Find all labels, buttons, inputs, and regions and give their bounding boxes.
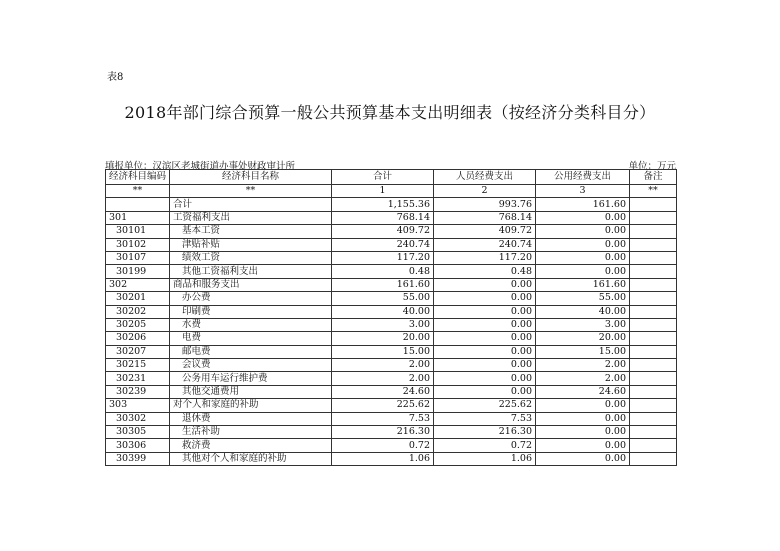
code-cell: 30101: [106, 225, 170, 238]
name-cell: 印刷费: [170, 305, 332, 318]
note-cell: [630, 251, 677, 264]
table-row: [106, 251, 677, 264]
total-cell: 20.00: [332, 332, 434, 345]
total-cell: 225.62: [332, 399, 434, 412]
personnel-cell: 0.00: [434, 292, 536, 305]
personnel-cell: 117.20: [434, 251, 536, 264]
public-cell: 0.00: [536, 452, 630, 465]
name-cell: 办公费: [170, 292, 332, 305]
total-cell: 0.72: [332, 439, 434, 452]
public-cell: 24.60: [536, 385, 630, 398]
total-cell: 409.72: [332, 225, 434, 238]
total-cell: 117.20: [332, 251, 434, 264]
personnel-cell: 0.00: [434, 385, 536, 398]
name-cell: 救济费: [170, 439, 332, 452]
total-cell: 55.00: [332, 292, 434, 305]
public-cell: 0.00: [536, 399, 630, 412]
table-row: [106, 318, 677, 331]
total-cell: 0.48: [332, 265, 434, 278]
public-cell: 2.00: [536, 359, 630, 372]
note-cell: [630, 452, 677, 465]
note-cell: [630, 412, 677, 425]
note-cell: [630, 292, 677, 305]
public-cell: 0.00: [536, 238, 630, 251]
note-cell: [630, 278, 677, 291]
total-cell: 216.30: [332, 426, 434, 439]
table-row: [106, 265, 677, 278]
code-cell: 30306: [106, 439, 170, 452]
total-cell: 2.00: [332, 372, 434, 385]
public-cell: 15.00: [536, 345, 630, 358]
public-cell: 0.00: [536, 251, 630, 264]
col-header-total: 合计: [332, 170, 434, 185]
personnel-cell: 0.00: [434, 305, 536, 318]
personnel-cell: 7.53: [434, 412, 536, 425]
table-row: [106, 238, 677, 251]
name-cell: 基本工资: [170, 225, 332, 238]
name-cell: 生活补助: [170, 426, 332, 439]
note-cell: [630, 345, 677, 358]
name-cell: 津贴补贴: [170, 238, 332, 251]
personnel-cell: 1.06: [434, 452, 536, 465]
table-row: [106, 198, 677, 211]
name-cell: 电费: [170, 332, 332, 345]
personnel-cell: 993.76: [434, 198, 536, 211]
index-cell: 2: [434, 185, 536, 198]
index-cell: **: [170, 185, 332, 198]
personnel-cell: 0.00: [434, 372, 536, 385]
code-cell: 30107: [106, 251, 170, 264]
personnel-cell: 0.00: [434, 278, 536, 291]
personnel-cell: 409.72: [434, 225, 536, 238]
total-cell: 3.00: [332, 318, 434, 331]
note-cell: [630, 332, 677, 345]
public-cell: 0.00: [536, 439, 630, 452]
total-cell: 1,155.36: [332, 198, 434, 211]
personnel-cell: 216.30: [434, 426, 536, 439]
name-cell: 邮电费: [170, 345, 332, 358]
public-cell: 3.00: [536, 318, 630, 331]
public-cell: 40.00: [536, 305, 630, 318]
table-body: [106, 198, 677, 466]
name-cell: 退休费: [170, 412, 332, 425]
header-row: [106, 170, 677, 185]
note-cell: [630, 359, 677, 372]
note-cell: [630, 305, 677, 318]
note-cell: [630, 211, 677, 224]
public-cell: 55.00: [536, 292, 630, 305]
public-cell: 0.00: [536, 426, 630, 439]
code-cell: 30202: [106, 305, 170, 318]
page-title: 2018年部门综合预算一般公共预算基本支出明细表（按经济分类科目分）: [124, 103, 656, 122]
personnel-cell: 0.00: [434, 345, 536, 358]
col-header-personnel: 人员经费支出: [434, 170, 536, 185]
note-cell: [630, 198, 677, 211]
personnel-cell: 0.00: [434, 318, 536, 331]
total-cell: 7.53: [332, 412, 434, 425]
name-cell: 工资福利支出: [170, 211, 332, 224]
note-cell: [630, 426, 677, 439]
note-cell: [630, 318, 677, 331]
personnel-cell: 0.00: [434, 359, 536, 372]
table-row: [106, 452, 677, 465]
total-cell: 2.00: [332, 359, 434, 372]
name-cell: 水费: [170, 318, 332, 331]
total-cell: 24.60: [332, 385, 434, 398]
total-cell: 161.60: [332, 278, 434, 291]
code-cell: 30199: [106, 265, 170, 278]
index-cell: 3: [536, 185, 630, 198]
public-cell: 0.00: [536, 412, 630, 425]
table-row: [106, 439, 677, 452]
total-cell: 1.06: [332, 452, 434, 465]
code-cell: 30305: [106, 426, 170, 439]
code-cell: 30205: [106, 318, 170, 331]
name-cell: 公务用车运行维护费: [170, 372, 332, 385]
table-row: [106, 292, 677, 305]
code-cell: 301: [106, 211, 170, 224]
name-cell: 绩效工资: [170, 251, 332, 264]
code-cell: 30399: [106, 452, 170, 465]
note-cell: [630, 238, 677, 251]
code-cell: 30231: [106, 372, 170, 385]
public-cell: 0.00: [536, 265, 630, 278]
note-cell: [630, 225, 677, 238]
col-header-name: 经济科目名称: [170, 170, 332, 185]
code-cell: 30302: [106, 412, 170, 425]
reporting-unit: 填报单位：汉滨区老城街道办事处财政审计所: [105, 161, 296, 172]
name-cell: 合计: [170, 198, 332, 211]
personnel-cell: 0.72: [434, 439, 536, 452]
public-cell: 0.00: [536, 211, 630, 224]
total-cell: 240.74: [332, 238, 434, 251]
table-row: [106, 305, 677, 318]
index-cell: **: [106, 185, 170, 198]
col-header-code: 经济科目编码: [106, 170, 170, 185]
total-cell: 15.00: [332, 345, 434, 358]
public-cell: 2.00: [536, 372, 630, 385]
note-cell: [630, 265, 677, 278]
table-row: [106, 385, 677, 398]
code-cell: 30201: [106, 292, 170, 305]
code-cell: 30207: [106, 345, 170, 358]
table-row: [106, 399, 677, 412]
personnel-cell: 225.62: [434, 399, 536, 412]
name-cell: 会议费: [170, 359, 332, 372]
personnel-cell: 240.74: [434, 238, 536, 251]
code-cell: 302: [106, 278, 170, 291]
col-header-public: 公用经费支出: [536, 170, 630, 185]
personnel-cell: 0.00: [434, 332, 536, 345]
public-cell: 0.00: [536, 225, 630, 238]
public-cell: 161.60: [536, 198, 630, 211]
name-cell: 其他对个人和家庭的补助: [170, 452, 332, 465]
total-cell: 40.00: [332, 305, 434, 318]
name-cell: 对个人和家庭的补助: [170, 399, 332, 412]
table-row: [106, 359, 677, 372]
name-cell: 商品和服务支出: [170, 278, 332, 291]
table-row: [106, 426, 677, 439]
note-cell: [630, 439, 677, 452]
table-row: [106, 278, 677, 291]
table-row: [106, 332, 677, 345]
table-number: 表8: [107, 72, 124, 83]
code-cell: 30215: [106, 359, 170, 372]
total-cell: 768.14: [332, 211, 434, 224]
table-row: [106, 372, 677, 385]
index-row: [106, 185, 677, 198]
note-cell: [630, 385, 677, 398]
table-row: [106, 211, 677, 224]
name-cell: 其他交通费用: [170, 385, 332, 398]
code-cell: 303: [106, 399, 170, 412]
code-cell: 30102: [106, 238, 170, 251]
public-cell: 20.00: [536, 332, 630, 345]
expenditure-table: [105, 169, 677, 466]
index-cell: 1: [332, 185, 434, 198]
table-row: [106, 225, 677, 238]
currency-unit: 单位：万元: [628, 161, 676, 172]
name-cell: 其他工资福利支出: [170, 265, 332, 278]
col-header-note: 备注: [630, 170, 677, 185]
table-row: [106, 412, 677, 425]
personnel-cell: 768.14: [434, 211, 536, 224]
index-cell: **: [630, 185, 677, 198]
code-cell: [106, 198, 170, 211]
code-cell: 30206: [106, 332, 170, 345]
public-cell: 161.60: [536, 278, 630, 291]
note-cell: [630, 399, 677, 412]
note-cell: [630, 372, 677, 385]
code-cell: 30239: [106, 385, 170, 398]
table-row: [106, 345, 677, 358]
personnel-cell: 0.48: [434, 265, 536, 278]
